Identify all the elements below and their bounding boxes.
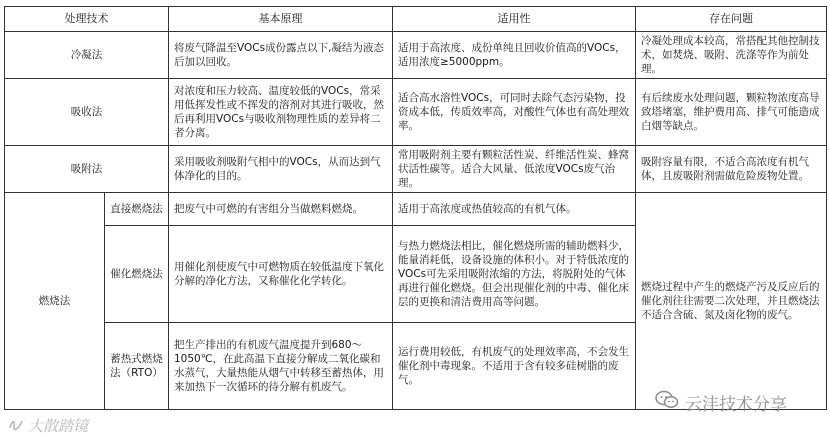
- table-row: [5, 32, 827, 79]
- principle-cell: 把生产排出的有机废气温度提升到680～1050℃，在此高温下直接分解成二氧化碳和水蒸气，大量热能从烟气中转移至蓄热体，用来加热下一次循环的待分解有机废气。: [169, 323, 393, 410]
- principle-cell: 把废气中可燃的有害组分当做燃料燃烧。: [169, 193, 393, 226]
- applicability-cell: 适用于高浓度或热值较高的有机气体。: [393, 193, 636, 226]
- principle-cell: 对浓度和压力较高、温度较低的VOCs，常采用低挥发性或不挥发的溶剂对其进行吸收，然后再利用VOCs与吸收剂物理性质的差异将二者分离。: [169, 79, 393, 146]
- problems-cell: 吸附容量有限，不适合高浓度有机气体，且废吸附剂需做危险废物处置。: [636, 146, 827, 193]
- problems-cell: 冷凝处理成本较高，常搭配其他控制技术，如焚烧、吸附、洗涤等作为前处理。: [636, 32, 827, 79]
- applicability-cell: 适合高水溶性VOCs，可同时去除气态污染物，投资成本低，传质效率高，对酸性气体也有高处理效率。: [393, 79, 636, 146]
- header-technique: 处理技术: [5, 7, 169, 32]
- watermark-left: [8, 415, 88, 436]
- problems-cell: 燃烧过程中产生的燃烧产污及反应后的催化剂往往需要二次处理，并且燃烧法不适合含硫、氮及卤化物的废气。: [636, 193, 827, 410]
- table-row: [5, 146, 827, 193]
- method-cell: 燃烧法: [5, 193, 105, 410]
- principle-cell: 将废气降温至VOCs成份露点以下,凝结为液态后加以回收。: [169, 32, 393, 79]
- watermark-right-text: 云沣技术分享: [685, 395, 787, 415]
- header-principle: 基本原理: [169, 7, 393, 32]
- wechat-icon: [655, 390, 679, 415]
- watermark-left-text: 大散踏镜: [28, 417, 89, 435]
- sub-method-cell: 蓄热式燃烧法（RTO）: [105, 323, 169, 410]
- applicability-cell: 与热力燃烧法相比，催化燃烧所需的辅助燃料少，能量消耗低，设备设施的体积小。对于特低浓度的VOCs可先采用吸附浓缩的方法，将脱附处的气体再进行催化燃烧。但会出现催化剂的中毒、催化床层的更换和清洁费用高等问题。: [393, 226, 636, 323]
- applicability-cell: 常用吸附剂主要有颗粒活性炭、纤维活性炭、蜂窝状活性碳等。适合大风量、低浓度VOCs废气治理。: [393, 146, 636, 193]
- table-row: [5, 193, 827, 226]
- method-cell: 冷凝法: [5, 32, 169, 79]
- method-cell: 吸收法: [5, 79, 169, 146]
- applicability-cell: 运行费用较低，有机废气的处理效率高，不会发生催化剂中毒现象。不适用于含有较多硅树脂的废气。: [393, 323, 636, 410]
- voc-treatment-table: [4, 6, 827, 410]
- applicability-cell: 适用于高浓度、成份单纯且回收价值高的VOCs，适用浓度≥5000ppm。: [393, 32, 636, 79]
- method-cell: 吸附法: [5, 146, 169, 193]
- principle-cell: 用催化剂使废气中可燃物质在较低温度下氧化分解的净化方法，又称催化化学转化。: [169, 226, 393, 323]
- header-applicability: 适用性: [393, 7, 636, 32]
- problems-cell: 有后续废水处理问题，颗粒物浓度高导致塔堵塞，维护费用高、排气可能造成白烟等缺点。: [636, 79, 827, 146]
- header-problems: 存在问题: [636, 7, 827, 32]
- sub-method-cell: 催化燃烧法: [105, 226, 169, 323]
- watermark-right: [655, 390, 787, 415]
- header-row: [5, 7, 827, 32]
- table-row: [5, 79, 827, 146]
- principle-cell: 采用吸收剂吸附气相中的VOCs，从而达到气体净化的目的。: [169, 146, 393, 193]
- signature-icon: [8, 416, 24, 436]
- sub-method-cell: 直接燃烧法: [105, 193, 169, 226]
